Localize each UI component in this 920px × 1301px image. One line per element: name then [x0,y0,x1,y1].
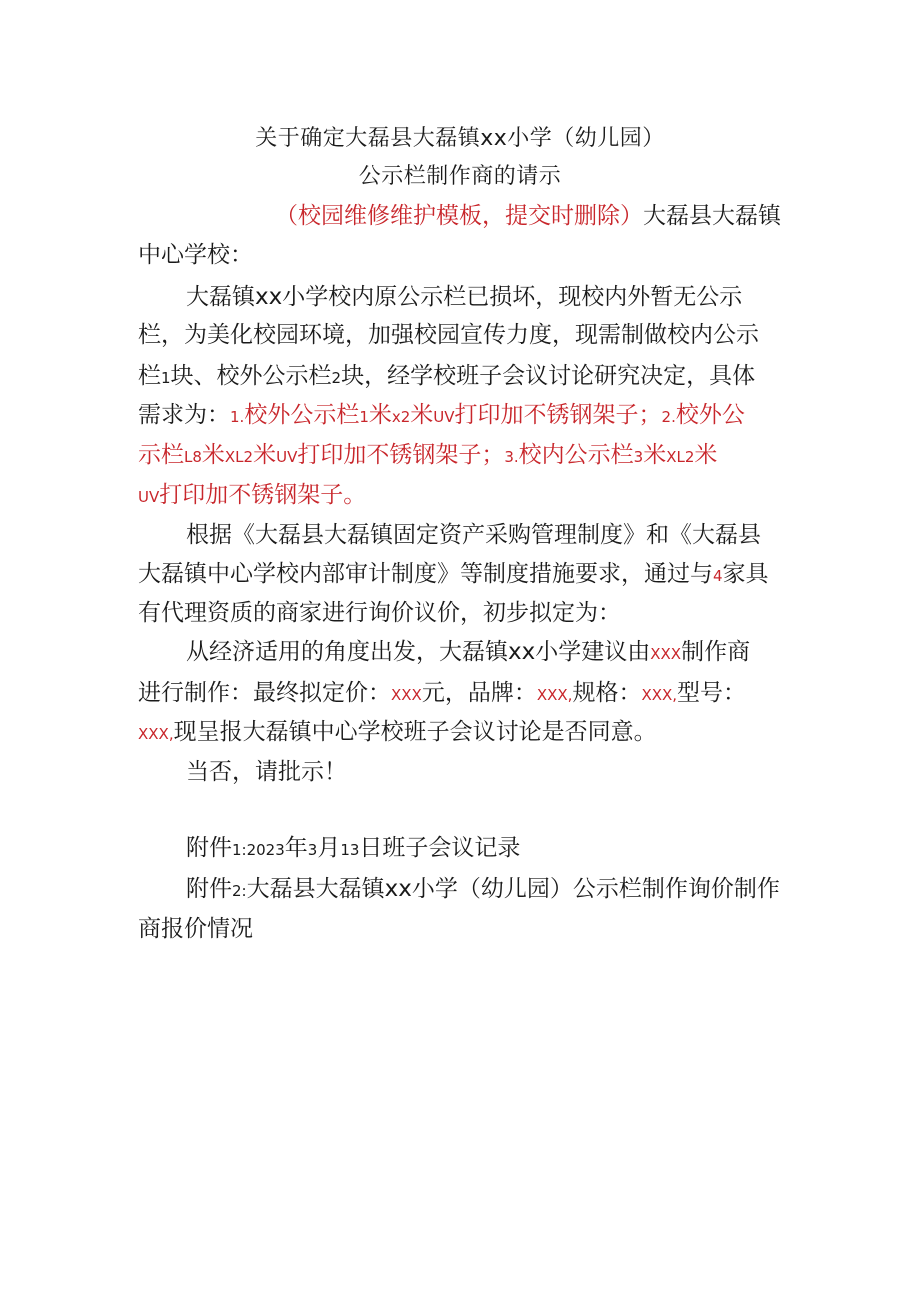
number-span: x2 [391,408,411,426]
text-span: 型号： [677,680,747,706]
placeholder-span: XXX, [138,725,174,743]
text-span: 从经济适用的角度出发，大磊镇xx小学建议由 [186,639,651,665]
number-span: 3. [504,448,519,466]
number-span: 1 [161,369,171,387]
text-span: 校外公示栏 [244,402,360,428]
para3-line1 [186,641,750,664]
placeholder-span: XXX, [536,686,573,704]
number-span: UV [433,408,455,426]
placeholder-span: XXX [391,686,422,704]
placeholder-span: XXX [650,645,682,663]
attachment-2-cont: 商报价情况 [138,916,253,942]
para3-line2 [138,682,746,705]
text-span: 年 [284,835,308,861]
number-span: 2 [331,369,342,387]
text-span: 示栏 [138,442,184,468]
number-span: UV [138,488,160,506]
text-span: 日班子会议记录 [359,835,521,861]
addressee-line2: 中心学校： [138,242,253,268]
text-span: 块，经学校班子会议讨论研究决定，具体 [341,363,756,389]
para2-line1: 根据《大磊县大磊镇固定资产采购管理制度》和《大磊县 [186,522,761,548]
para2-line2 [138,563,769,586]
placeholder-span: XXX, [641,686,678,704]
number-span: 3 [307,841,318,859]
document-title-line2: 公示栏制作商的请示 [358,164,562,189]
text-span: 块、校外公示栏 [170,363,332,389]
text-span: 制作商 [681,639,751,665]
number-span: UV [276,448,298,466]
number-span: 1:2023 [232,841,285,859]
text-span: 现呈报大磊镇中心学校班子会议讨论是否同意。 [173,719,657,745]
text-span: 月 [317,835,341,861]
number-span: L8 [184,448,202,466]
para1-line3 [138,365,755,388]
requirement-1 [230,402,745,428]
text-span: 米 [201,442,225,468]
para2-line3: 有代理资质的商家进行询价议价，初步拟定为： [138,600,621,626]
para1-line2: 栏，为美化校园环境，加强校园宣传力度，现需制做校内公示 [138,322,759,348]
text-span: 打印加不锈钢架子； [454,402,662,428]
text-span: 打印加不锈钢架子； [297,442,505,468]
text-span: 进行制作：最终拟定价： [138,680,391,706]
addressee-part1: 大磊县大磊镇 [643,203,781,229]
text-span: 打印加不锈钢架子。 [159,482,367,508]
number-span: 2: [232,882,247,900]
number-span: 1 [359,408,369,426]
text-span: 栏 [138,363,161,389]
text-span: 元，品牌： [421,680,537,706]
text-span: 米 [368,402,392,428]
closing-line: 当否，请批示！ [186,759,347,785]
number-span: XL2 [666,448,695,466]
text-span: 校内公示栏 [518,442,634,468]
text-span: 需求为： [138,402,230,428]
template-note: （校园维修维护模板，提交时删除） [275,203,643,229]
text-span: 大磊镇中心学校内部审计制度》等制度措施要求，通过与 [138,561,713,587]
text-span: 米 [643,442,667,468]
number-span: 1. [230,408,245,426]
number-span: 3 [633,448,644,466]
para1-line6 [138,484,366,507]
text-span: 附件 [186,835,232,861]
text-span: 校外公 [675,402,745,428]
text-span: 米 [253,442,277,468]
number-span: XL2 [224,448,254,466]
number-span: 4 [713,567,723,585]
number-span: 2. [661,408,676,426]
text-span: 规格： [572,680,642,706]
text-span: 大磊县大磊镇xx小学（幼儿园）公示栏制作询价制作 [246,876,780,902]
attachment-2 [186,878,780,901]
text-span: 家具 [722,561,769,587]
attachment-1 [186,837,520,860]
addressee-line [275,205,781,228]
text-span: 附件 [186,876,232,902]
text-span: 米 [410,402,434,428]
para3-line3 [138,721,657,744]
para1-line4 [138,404,745,427]
text-span: 米 [694,442,718,468]
para1-line1: 大磊镇xx小学校内原公示栏已损坏，现校内外暂无公示 [186,284,743,310]
para1-line5 [138,444,717,467]
document-title-line1: 关于确定大磊县大磊镇xx小学（幼儿园） [255,126,665,151]
number-span: 13 [340,841,360,859]
